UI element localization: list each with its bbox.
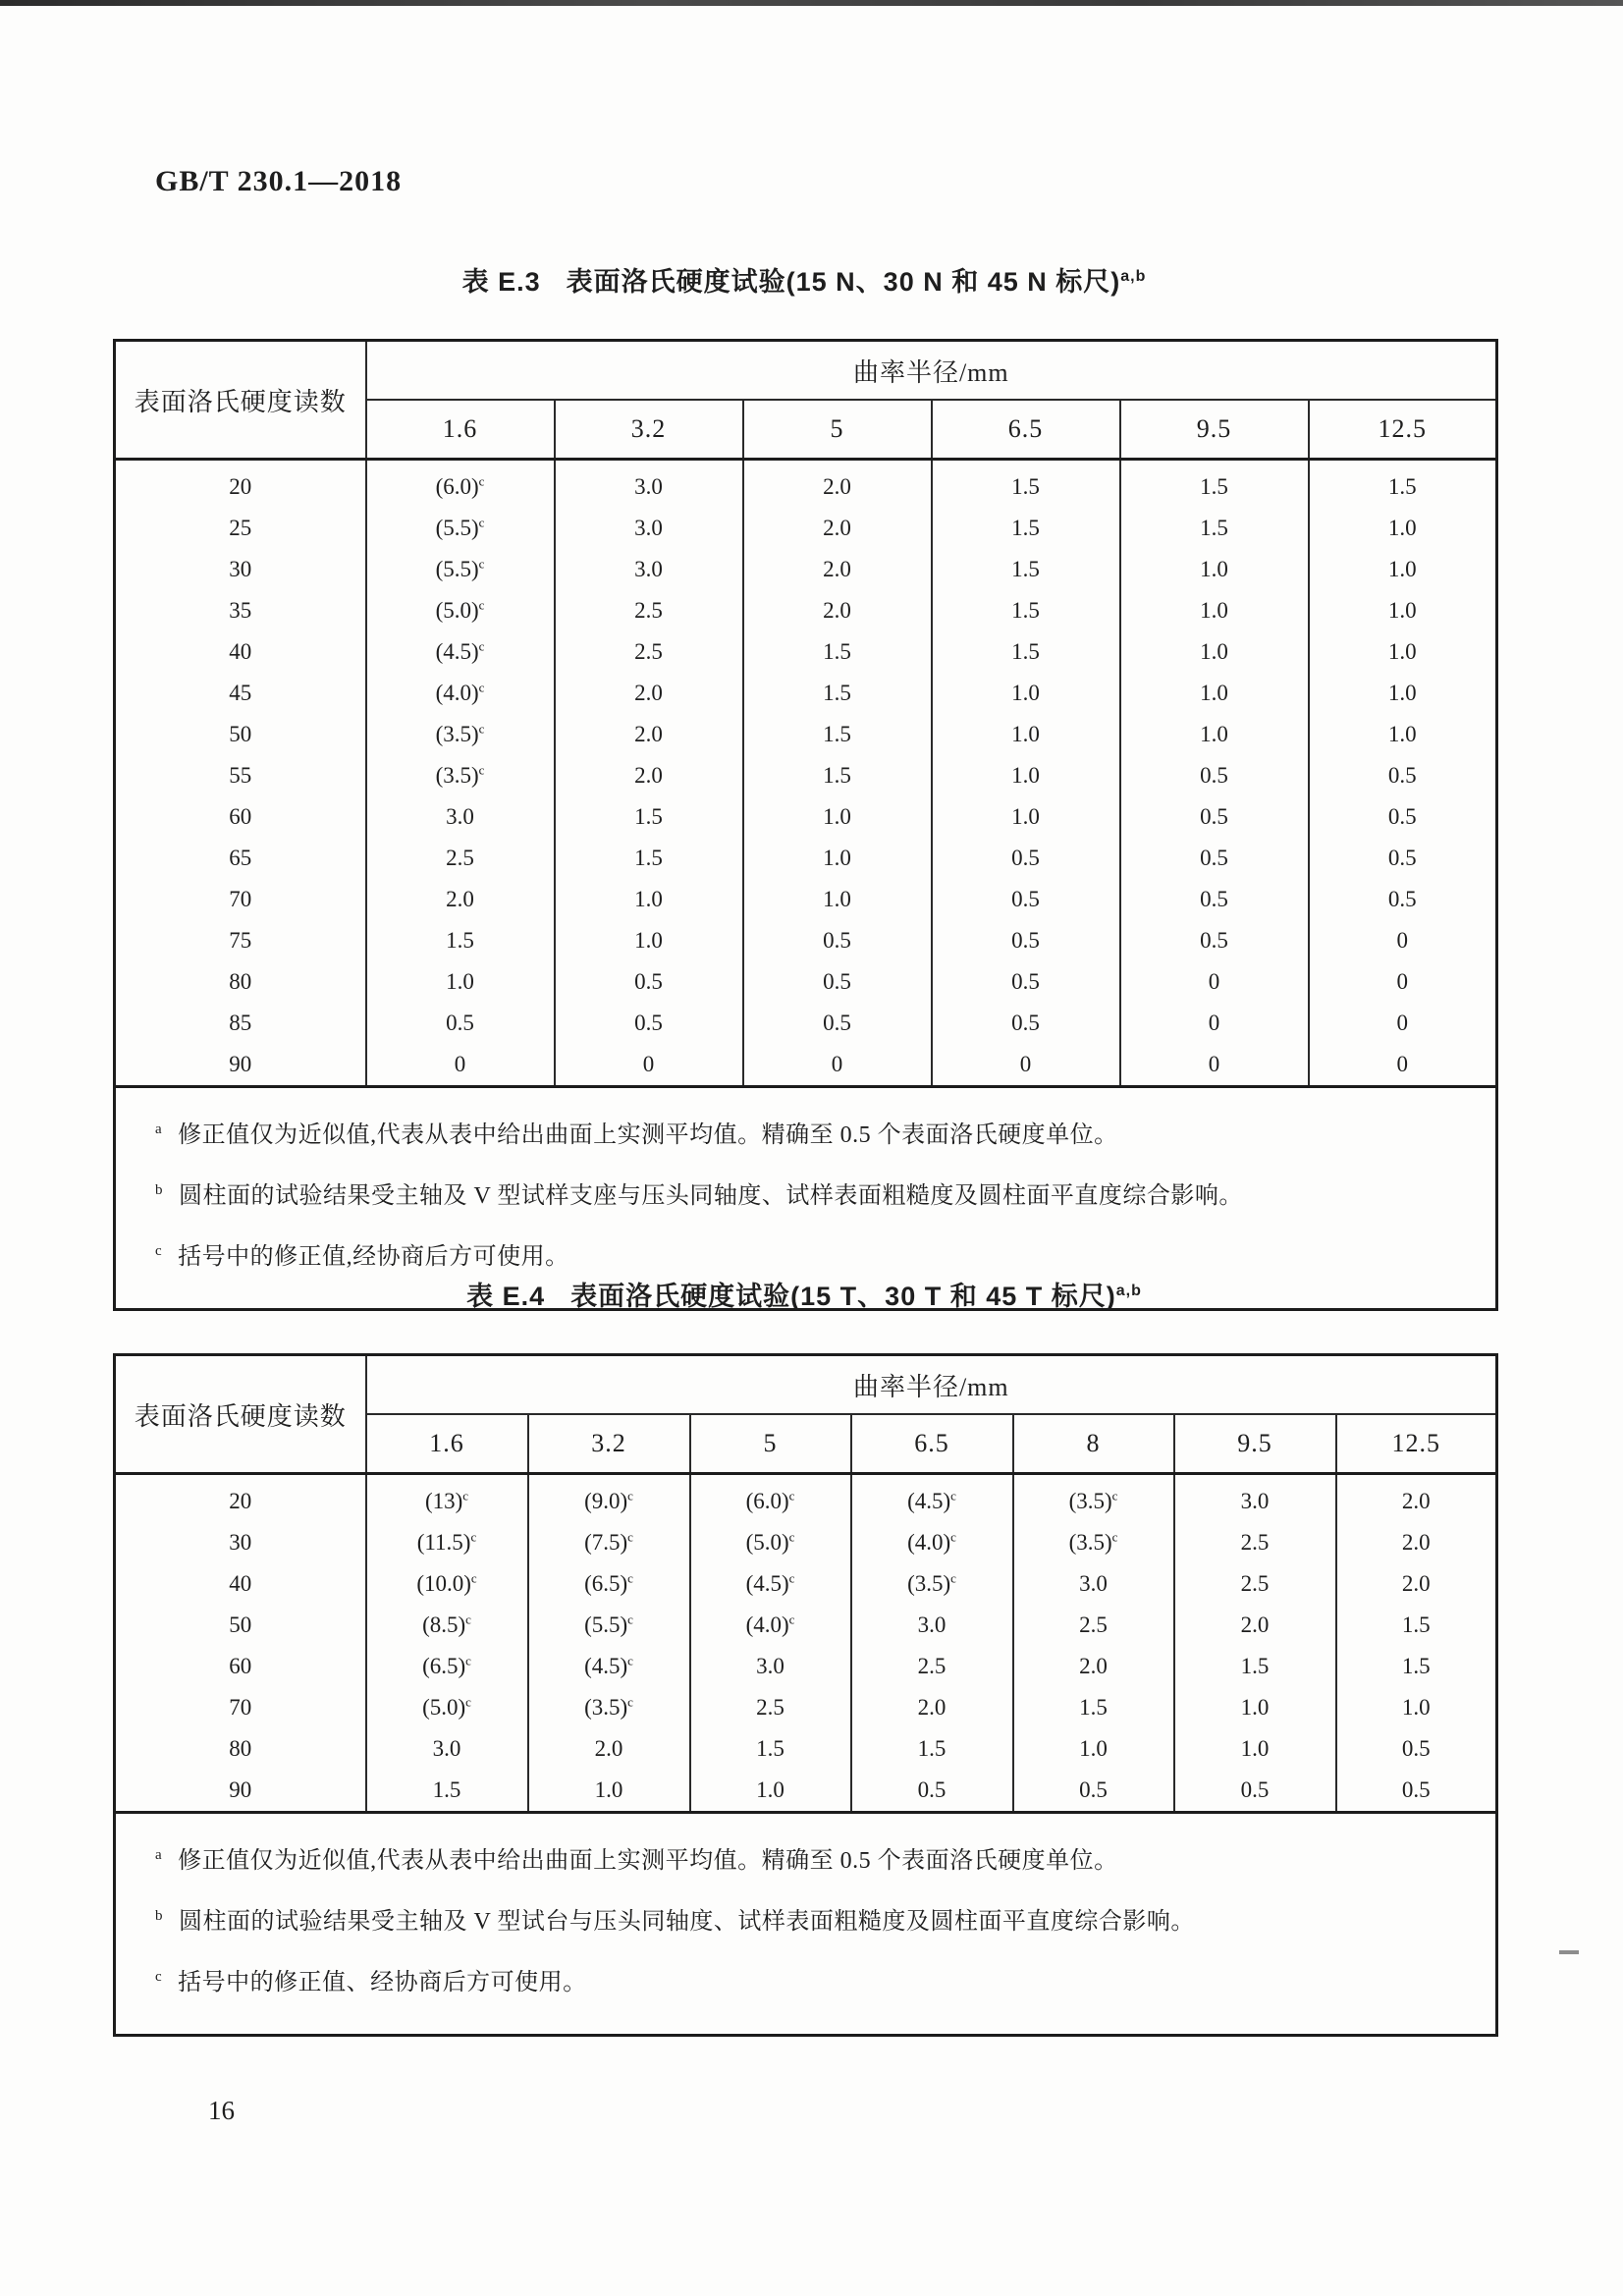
table-e3-title-label: 表 E.3 (461, 267, 541, 297)
footnote-ref: c (1111, 1488, 1118, 1503)
value-cell: 1.0 (528, 1770, 690, 1813)
value-cell: 0.5 (1174, 1770, 1336, 1813)
value-cell: 0 (1120, 1044, 1309, 1087)
value-cell: 2.0 (1401, 1571, 1431, 1596)
value-cell: 1.5 (932, 460, 1120, 509)
value-cell: 20 (115, 1474, 366, 1523)
value-cell: 1.0 (1120, 631, 1309, 673)
footnote-ref: c (478, 515, 485, 530)
table-row (115, 879, 1497, 920)
value-cell: 1.5 (743, 755, 932, 796)
footnote-ref: c (627, 1653, 633, 1668)
value-cell: 1.5 (932, 508, 1120, 549)
value-cell: $(4.5)^c$ (851, 1474, 1013, 1523)
value-cell: 0.5 (366, 1003, 555, 1044)
value-cell: 1.0 (366, 961, 555, 1003)
value-cell: 3.0 (366, 1728, 528, 1770)
table-e4-footnotes (115, 1813, 1497, 2036)
value-cell: 0 (743, 1044, 932, 1087)
value-cell: 55 (115, 755, 366, 796)
value-cell: $(4.0)^c$ (690, 1605, 851, 1646)
value-cell: 0.5 (1120, 920, 1309, 961)
value-cell: 1.5 (366, 920, 555, 961)
column-label: 1.6 (366, 400, 555, 460)
value-cell: 2.0 (1401, 1489, 1431, 1513)
value-cell: 1.0 (1401, 1695, 1431, 1720)
table-row (115, 590, 1497, 631)
table-row (115, 508, 1497, 549)
value-cell: 2.5 (366, 838, 555, 879)
table-row (115, 1687, 1497, 1728)
value-cell: 0.5 (932, 1003, 1120, 1044)
footnote-ref: c (627, 1694, 633, 1710)
table-row (115, 1474, 1497, 1523)
column-group-label: 曲率半径/mm (366, 1355, 1497, 1415)
value-cell: $(5.0)^c$ (366, 1687, 528, 1728)
value-cell: 1.0 (1387, 639, 1417, 664)
footnote-ref: c (478, 597, 485, 613)
table-row (115, 920, 1497, 961)
value-cell: 30 (115, 1522, 366, 1563)
footnote-marker: c (155, 1243, 163, 1259)
column-label: 3.2 (555, 400, 743, 460)
value-cell: 0.5 (851, 1770, 1013, 1813)
value-cell: $(5.5)^c$ (366, 508, 555, 549)
value-cell: 80 (115, 961, 366, 1003)
value-cell: 3.0 (851, 1605, 1013, 1646)
value-cell: $(10.0)^c$ (366, 1563, 528, 1605)
value-cell: 45 (115, 673, 366, 714)
value-cell: 1.0 (1120, 714, 1309, 755)
value-cell: 2.0 (743, 508, 932, 549)
value-cell: 2.5 (690, 1687, 851, 1728)
footnote-marker: b (155, 1908, 163, 1924)
footnote-marker: a (155, 1121, 163, 1137)
footnote-ref: c (788, 1612, 795, 1627)
footnote-ref: c (1111, 1529, 1118, 1545)
value-cell: 70 (115, 1687, 366, 1728)
value-cell: 80 (115, 1728, 366, 1770)
footnote-text: 圆柱面的试验结果受主轴及 V 型试样支座与压头同轴度、试样表面粗糙度及圆柱面平直度综合影响。 (179, 1183, 1243, 1209)
value-cell: $(4.5)^c$ (528, 1646, 690, 1687)
value-cell: 2.0 (528, 1728, 690, 1770)
value-cell: 0.5 (743, 961, 932, 1003)
value-cell: 1.5 (555, 796, 743, 838)
value-cell: $(6.5)^c$ (366, 1646, 528, 1687)
table-row (115, 1522, 1497, 1563)
scan-artifact-top-edge (0, 0, 1623, 6)
value-cell: 0 (1396, 969, 1409, 994)
table-row (115, 631, 1497, 673)
column-label: 8 (1013, 1414, 1174, 1474)
table-row (115, 1728, 1497, 1770)
footnote (155, 1171, 1460, 1216)
table-row (115, 1770, 1497, 1813)
value-cell: 2.0 (743, 460, 932, 509)
footnote-text: 修正值仅为近似值,代表从表中给出曲面上实测平均值。精确至 0.5 个表面洛氏硬度单位。 (178, 1122, 1118, 1148)
footnote-ref: c (478, 473, 485, 489)
value-cell: 1.5 (555, 838, 743, 879)
value-cell: 1.0 (932, 714, 1120, 755)
footnote-ref: c (950, 1570, 956, 1586)
column-label: 5 (743, 400, 932, 460)
table-row (115, 714, 1497, 755)
value-cell: 1.0 (743, 838, 932, 879)
table-e3-body (115, 460, 1497, 1087)
value-cell: 1.0 (1387, 722, 1417, 746)
value-cell: $(13)^c$ (366, 1474, 528, 1523)
scan-artifact-dash (1559, 1950, 1579, 1954)
footnote (155, 1896, 1460, 1941)
table-row (115, 961, 1497, 1003)
value-cell: 1.0 (932, 673, 1120, 714)
column-group-label: 曲率半径/mm (366, 341, 1497, 401)
value-cell: 35 (115, 590, 366, 631)
value-cell: 40 (115, 631, 366, 673)
value-cell: 60 (115, 796, 366, 838)
value-cell: 2.0 (1401, 1530, 1431, 1555)
value-cell: $(8.5)^c$ (366, 1605, 528, 1646)
value-cell: 1.0 (743, 879, 932, 920)
value-cell: 1.0 (1387, 516, 1417, 540)
value-cell: 0.5 (932, 879, 1120, 920)
footnote (155, 1231, 1460, 1277)
value-cell: 0.5 (1013, 1770, 1174, 1813)
footnote-ref: c (462, 1488, 469, 1503)
value-cell: 1.5 (690, 1728, 851, 1770)
value-cell: 1.5 (1387, 474, 1417, 499)
value-cell: 1.5 (1120, 460, 1309, 509)
table-row (115, 1605, 1497, 1646)
table-row (115, 673, 1497, 714)
value-cell: $(5.0)^c$ (690, 1522, 851, 1563)
value-cell: 1.5 (743, 631, 932, 673)
table-e3-section (113, 257, 1495, 1311)
value-cell: 1.0 (1387, 598, 1417, 623)
value-cell: 0 (1396, 928, 1409, 953)
footnote-ref: c (627, 1612, 633, 1627)
value-cell: $(4.5)^c$ (690, 1563, 851, 1605)
value-cell: 0.5 (932, 920, 1120, 961)
value-cell: 0.5 (743, 920, 932, 961)
value-cell: 2.5 (851, 1646, 1013, 1687)
value-cell: 30 (115, 549, 366, 590)
value-cell: 0.5 (1120, 879, 1309, 920)
value-cell: 0.5 (1387, 887, 1417, 911)
table-e3-title-footnote-ref: a,b (1120, 268, 1147, 285)
value-cell: 0.5 (1401, 1777, 1431, 1802)
value-cell: 1.0 (690, 1770, 851, 1813)
footnote (155, 1835, 1460, 1881)
value-cell: 3.0 (1013, 1563, 1174, 1605)
value-cell: 0.5 (1387, 804, 1417, 829)
footnote-ref: c (465, 1694, 471, 1710)
value-cell: $(3.5)^c$ (366, 755, 555, 796)
table-row (115, 460, 1497, 509)
column-label: 9.5 (1120, 400, 1309, 460)
value-cell: 2.5 (1013, 1605, 1174, 1646)
value-cell: 0.5 (932, 961, 1120, 1003)
value-cell: 3.0 (366, 796, 555, 838)
value-cell: 1.5 (932, 590, 1120, 631)
value-cell: 2.5 (1174, 1522, 1336, 1563)
value-cell: 1.0 (1120, 549, 1309, 590)
value-cell: 50 (115, 714, 366, 755)
footnote-ref: c (478, 680, 485, 695)
value-cell: 1.0 (932, 755, 1120, 796)
value-cell: $(4.0)^c$ (851, 1522, 1013, 1563)
value-cell: 0 (1396, 1052, 1409, 1076)
table-row (115, 838, 1497, 879)
value-cell: $(11.5)^c$ (366, 1522, 528, 1563)
value-cell: 20 (115, 460, 366, 509)
value-cell: 0.5 (743, 1003, 932, 1044)
table-row (115, 549, 1497, 590)
table-row (115, 1646, 1497, 1687)
table-e3-title-text: 表面洛氏硬度试验(15 N、30 N 和 45 N 标尺) (566, 267, 1121, 297)
footnote-ref: c (788, 1488, 795, 1503)
footnote (155, 1110, 1460, 1155)
value-cell: 60 (115, 1646, 366, 1687)
footnote-text: 修正值仅为近似值,代表从表中给出曲面上实测平均值。精确至 0.5 个表面洛氏硬度单位。 (178, 1848, 1118, 1874)
value-cell: $(3.5)^c$ (528, 1687, 690, 1728)
value-cell: 2.0 (555, 755, 743, 796)
value-cell: 0 (1120, 961, 1309, 1003)
table-e4-title (113, 1272, 1495, 1316)
footnote-ref: c (478, 638, 485, 654)
column-label: 12.5 (1378, 414, 1428, 443)
footnote-ref: c (950, 1488, 956, 1503)
value-cell: $(3.5)^c$ (1013, 1474, 1174, 1523)
row-header-label: 表面洛氏硬度读数 (115, 341, 366, 460)
footnote-text: 括号中的修正值,经协商后方可使用。 (178, 1244, 569, 1270)
value-cell: $(3.5)^c$ (366, 714, 555, 755)
value-cell: 3.0 (555, 508, 743, 549)
footnote-ref: c (465, 1612, 471, 1627)
value-cell: 0.5 (555, 961, 743, 1003)
table-e4-body (115, 1474, 1497, 1813)
column-label: 1.6 (366, 1414, 528, 1474)
value-cell: 1.5 (1120, 508, 1309, 549)
value-cell: 0.5 (932, 838, 1120, 879)
footnote-ref: c (465, 1653, 471, 1668)
value-cell: 1.5 (1174, 1646, 1336, 1687)
value-cell: $(5.0)^c$ (366, 590, 555, 631)
value-cell: 50 (115, 1605, 366, 1646)
value-cell: 1.5 (743, 673, 932, 714)
row-header-label: 表面洛氏硬度读数 (115, 1355, 366, 1474)
value-cell: 2.0 (555, 673, 743, 714)
footnote-ref: c (478, 721, 485, 737)
value-cell: $(9.0)^c$ (528, 1474, 690, 1523)
table-row (115, 1044, 1497, 1087)
value-cell: 2.5 (555, 631, 743, 673)
value-cell: 1.0 (1387, 557, 1417, 581)
footnote (155, 1957, 1460, 2002)
value-cell: 0 (1120, 1003, 1309, 1044)
footnote-ref: c (470, 1570, 477, 1586)
table-row (115, 755, 1497, 796)
table-e3-title (113, 257, 1495, 301)
value-cell: 90 (115, 1044, 366, 1087)
value-cell: 0 (555, 1044, 743, 1087)
value-cell: $(6.0)^c$ (366, 460, 555, 509)
value-cell: 1.5 (932, 631, 1120, 673)
value-cell: 2.0 (1013, 1646, 1174, 1687)
value-cell: 0.5 (1387, 846, 1417, 870)
footnote-ref: c (470, 1529, 477, 1545)
table-e4 (113, 1353, 1498, 2037)
value-cell: 1.5 (1401, 1654, 1431, 1678)
value-cell: 0 (1396, 1011, 1409, 1035)
value-cell: 1.0 (555, 920, 743, 961)
value-cell: 2.5 (1174, 1563, 1336, 1605)
document-code: GB/T 230.1—2018 (155, 165, 403, 197)
footnote-ref: c (627, 1488, 633, 1503)
column-label: 12.5 (1391, 1429, 1441, 1457)
footnote-ref: c (627, 1529, 633, 1545)
value-cell: $(6.0)^c$ (690, 1474, 851, 1523)
value-cell: 3.0 (690, 1646, 851, 1687)
value-cell: $(3.5)^c$ (1013, 1522, 1174, 1563)
footnote-ref: c (950, 1529, 956, 1545)
value-cell: $(4.5)^c$ (366, 631, 555, 673)
value-cell: 1.0 (1120, 590, 1309, 631)
value-cell: 0.5 (555, 1003, 743, 1044)
table-row (115, 1003, 1497, 1044)
value-cell: 1.0 (932, 796, 1120, 838)
table-e4-title-footnote-ref: a,b (1115, 1283, 1142, 1299)
value-cell: 75 (115, 920, 366, 961)
footnote-ref: c (478, 556, 485, 572)
value-cell: $(5.5)^c$ (528, 1605, 690, 1646)
value-cell: 1.0 (1174, 1728, 1336, 1770)
value-cell: 65 (115, 838, 366, 879)
value-cell: 0 (932, 1044, 1120, 1087)
value-cell: 1.5 (743, 714, 932, 755)
value-cell: 40 (115, 1563, 366, 1605)
value-cell: 2.5 (555, 590, 743, 631)
value-cell: 2.0 (743, 549, 932, 590)
page-number: 16 (208, 2096, 235, 2125)
value-cell: 2.0 (851, 1687, 1013, 1728)
table-e4-title-label: 表 E.4 (466, 1282, 546, 1311)
footnote-ref: c (627, 1570, 633, 1586)
value-cell: 70 (115, 879, 366, 920)
value-cell: $(4.0)^c$ (366, 673, 555, 714)
value-cell: 1.5 (366, 1770, 528, 1813)
table-row (115, 796, 1497, 838)
value-cell: 0.5 (1120, 838, 1309, 879)
footnote-marker: a (155, 1847, 163, 1863)
value-cell: 3.0 (555, 549, 743, 590)
table-e4-section (113, 1272, 1495, 2037)
footnote-marker: c (155, 1969, 163, 1985)
value-cell: 2.0 (366, 879, 555, 920)
table-e3 (113, 339, 1498, 1311)
footnote-marker: b (155, 1182, 163, 1198)
value-cell: 1.5 (932, 549, 1120, 590)
value-cell: 25 (115, 508, 366, 549)
column-label: 3.2 (528, 1414, 690, 1474)
value-cell: 1.5 (851, 1728, 1013, 1770)
value-cell: $(6.5)^c$ (528, 1563, 690, 1605)
footnote-text: 括号中的修正值、经协商后方可使用。 (178, 1970, 587, 1995)
column-label: 5 (690, 1414, 851, 1474)
footnote-ref: c (788, 1570, 795, 1586)
value-cell: $(5.5)^c$ (366, 549, 555, 590)
value-cell: 2.0 (743, 590, 932, 631)
footnote-text: 圆柱面的试验结果受主轴及 V 型试台与压头同轴度、试样表面粗糙度及圆柱面平直度综合影响。 (179, 1909, 1195, 1935)
table-row (115, 1563, 1497, 1605)
value-cell: 1.0 (1013, 1728, 1174, 1770)
value-cell: 0.5 (1401, 1736, 1431, 1761)
column-label: 6.5 (932, 400, 1120, 460)
value-cell: 85 (115, 1003, 366, 1044)
value-cell: 1.0 (1174, 1687, 1336, 1728)
table-e4-title-text: 表面洛氏硬度试验(15 T、30 T 和 45 T 标尺) (570, 1282, 1116, 1311)
column-label: 9.5 (1174, 1414, 1336, 1474)
footnote-ref: c (788, 1529, 795, 1545)
value-cell: 2.0 (555, 714, 743, 755)
value-cell: 1.0 (743, 796, 932, 838)
value-cell: 3.0 (555, 460, 743, 509)
value-cell: 0.5 (1120, 796, 1309, 838)
value-cell: 0.5 (1120, 755, 1309, 796)
value-cell: 1.0 (1120, 673, 1309, 714)
value-cell: 90 (115, 1770, 366, 1813)
footnote-ref: c (478, 762, 485, 778)
value-cell: 0 (366, 1044, 555, 1087)
value-cell: 0.5 (1387, 763, 1417, 788)
value-cell: 1.0 (1387, 681, 1417, 705)
column-label: 6.5 (851, 1414, 1013, 1474)
value-cell: 1.5 (1013, 1687, 1174, 1728)
value-cell: 1.0 (555, 879, 743, 920)
value-cell: 2.0 (1174, 1605, 1336, 1646)
value-cell: 1.5 (1401, 1613, 1431, 1637)
value-cell: 3.0 (1174, 1474, 1336, 1523)
value-cell: $(7.5)^c$ (528, 1522, 690, 1563)
value-cell: $(3.5)^c$ (851, 1563, 1013, 1605)
